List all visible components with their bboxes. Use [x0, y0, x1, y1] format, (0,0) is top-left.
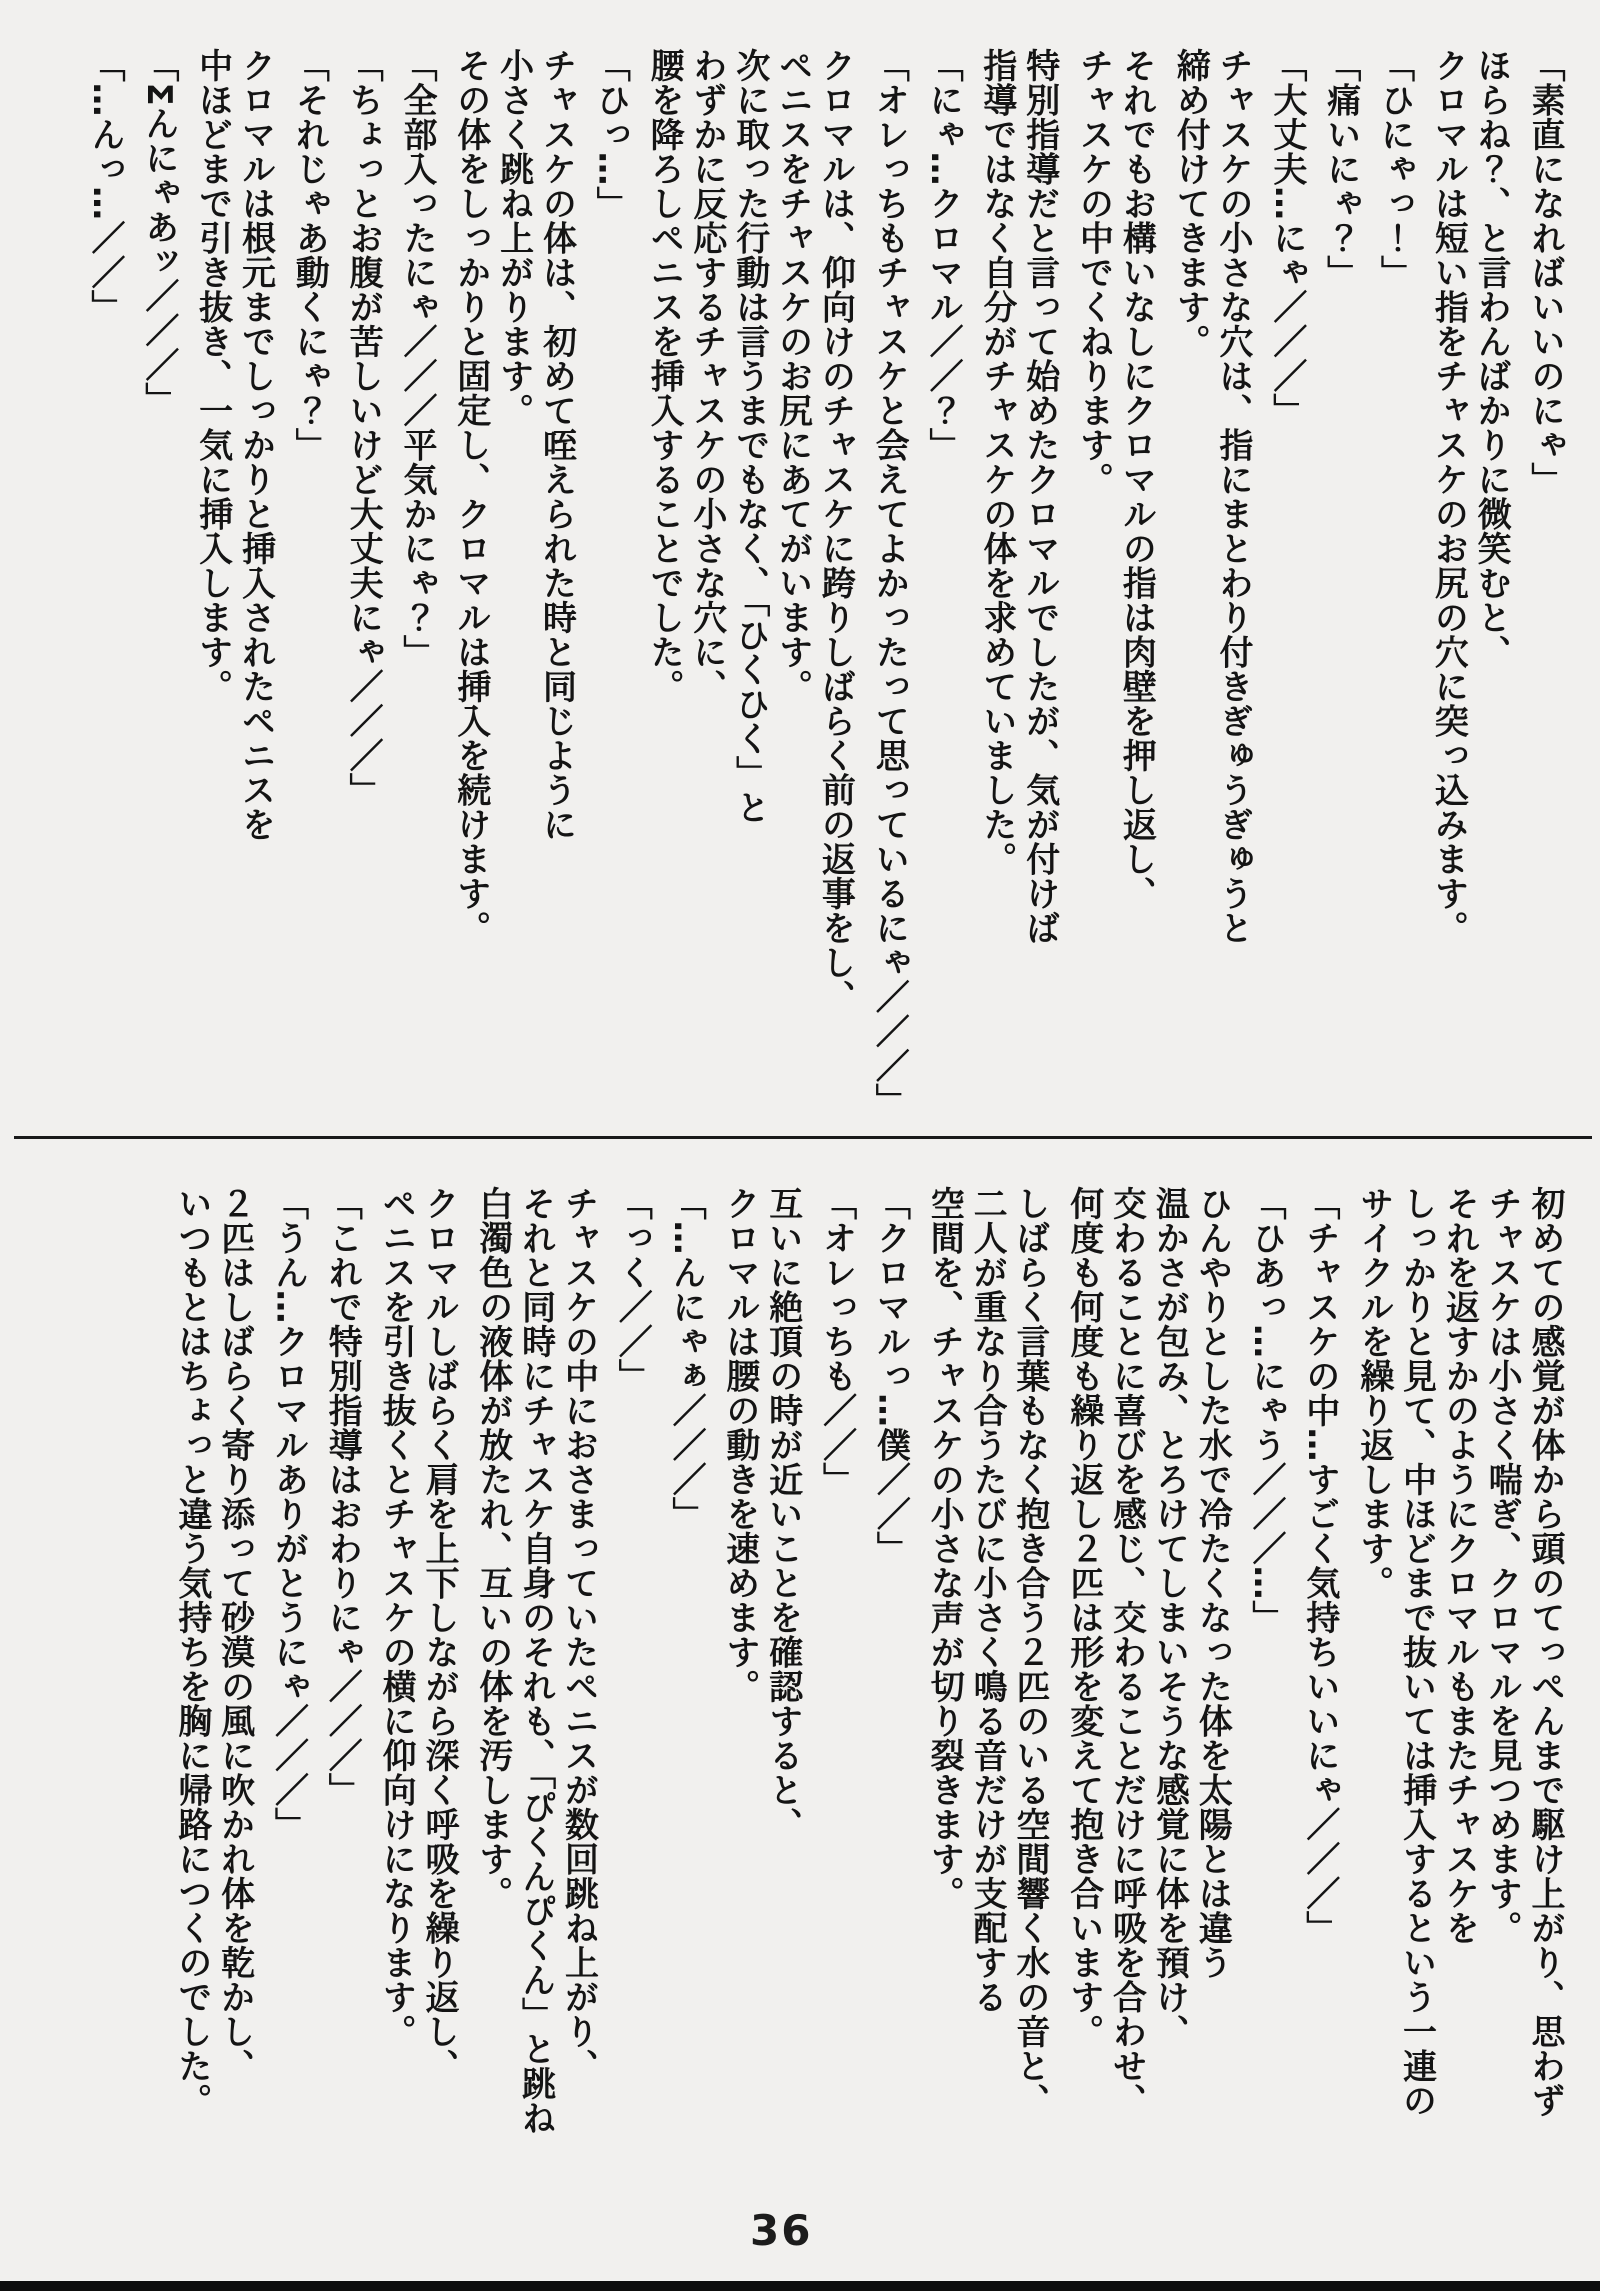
text-line: 「痛いにゃ？」: [1320, 48, 1361, 290]
paragraph: [1523, 48, 1566, 1136]
text-line: しっかりと見て、中ほどまで抜いては挿入するという一連の: [1396, 1186, 1437, 2118]
paragraph: [975, 48, 1061, 1136]
text-line: 「っく／／」: [612, 1186, 653, 1393]
text-line: 「オレっちも／／」: [816, 1186, 857, 1497]
text-line: 互いに絶頂の時が近いことを確認すると、: [762, 1186, 803, 1842]
text-line: 「にゃ…クロマル／／？」: [923, 48, 964, 462]
paragraph: [922, 1186, 1050, 2272]
text-line: チャスケの中でくねります。: [1073, 48, 1114, 497]
paragraph: [83, 48, 126, 1136]
paragraph: [374, 1186, 460, 2272]
text-line: 何度も何度も繰り返し２匹は形を変えて抱き合います。: [1063, 1186, 1104, 2049]
section-divider: [14, 1136, 1592, 1139]
paragraph: [664, 1186, 707, 2272]
text-line: ２匹はしばらく寄り添って砂漠の風に吹かれ体を乾かし、: [214, 1186, 255, 2083]
text-line: チャスケの小さな穴は、指にまとわり付きぎゅうぎゅうと: [1213, 48, 1254, 945]
paragraph: [1062, 1186, 1233, 2272]
text-line: いつもとはちょっと違う気持ちを胸に帰路につくのでした。: [171, 1186, 212, 2118]
text-line: 「それじゃあ動くにゃ？」: [289, 48, 330, 462]
text-line: クロマルは、仰向けのチャスケに跨りしばらく前の返事をし、: [815, 48, 856, 1014]
text-line: 温かさが包み、とろけてしまいそうな感覚に体を預け、: [1149, 1186, 1190, 2049]
text-line: 「うん…クロマルありがとうにゃ／／／」: [268, 1186, 309, 1842]
text-line: 「全部入ったにゃ／／／平気かにゃ？」: [396, 48, 437, 669]
text-line: ペニスを引き抜くとチャスケの横に仰向けになります。: [376, 1186, 417, 2049]
paragraph: [869, 1186, 912, 2272]
text-line: クロマルは短い指をチャスケのお尻の穴に突っ込みます。: [1428, 48, 1469, 945]
lower-text-section: [159, 1186, 1566, 2272]
text-line: 次に取った行動は言うまでもなく、「ひくひく」と: [729, 48, 770, 825]
text-line: わずかに反応するチャスケの小さな穴に、: [686, 48, 727, 704]
text-line: 締め付けてきます。: [1170, 48, 1211, 359]
text-line: 「オレっちもチャスケと会えてよかったって思っているにゃ／／／」: [869, 48, 910, 1118]
text-line: 「ひにゃっ！」: [1374, 48, 1415, 290]
text-line: 空間を、チャスケの小さな声が切り裂きます。: [924, 1186, 965, 1911]
text-line: ほらね？、と言わんばかりに微笑むと、: [1471, 48, 1512, 669]
paragraph: [588, 48, 631, 1136]
text-line: クロマルは根元までしっかりと挿入されたペニスを: [235, 48, 276, 842]
text-line: 「チャスケの中…すごく気持ちいいにゃ／／／」: [1299, 1186, 1340, 1945]
text-line: クロマルしばらく肩を上下しながら深く呼吸を繰り返し、: [418, 1186, 459, 2083]
text-line: 「ひっ…」: [590, 48, 631, 221]
paragraph: [1072, 48, 1158, 1136]
paragraph: [449, 48, 577, 1136]
text-line: しばらく言葉もなく抱き合う２匹のいる空間響く水の音と、: [1009, 1186, 1050, 2118]
paragraph: [395, 48, 438, 1136]
paragraph: [471, 1186, 599, 2272]
paragraph: [815, 1186, 858, 2272]
text-line: その体をしっかりと固定し、クロマルは挿入を続けます。: [450, 48, 491, 945]
text-line: 指導ではなく自分がチャスケの体を求めていました。: [976, 48, 1017, 876]
text-line: 「…んっ…／／」: [84, 48, 125, 324]
paragraph: [320, 1186, 363, 2272]
text-line: 「素直になればいいのにゃ」: [1525, 48, 1565, 497]
text-line: ひんやりとした水で冷たくなった体を太陽とは違う: [1192, 1186, 1233, 1980]
text-line: チャスケの体は、初めて咥えられた時と同じように: [536, 48, 577, 842]
text-line: 「これで特別指導はおわりにゃ／／／」: [322, 1186, 363, 1807]
paragraph: [867, 48, 910, 1136]
text-line: 白濁色の液体が放たれ、互いの体を汚します。: [472, 1186, 513, 1911]
paragraph: [1427, 48, 1513, 1136]
text-line: 交わることに喜びを感じ、交わることだけに呼吸を合わせ、: [1106, 1186, 1147, 2118]
text-line: 小さく跳ね上がります。: [493, 48, 534, 428]
paragraph: [1352, 1186, 1566, 2272]
text-line: 「クロマルっ…僕／／」: [870, 1186, 911, 1566]
text-line: それでもお構いなしにクロマルの指は肉壁を押し返し、: [1116, 48, 1157, 911]
paragraph: [170, 1186, 256, 2272]
text-line: チャスケは小さく喘ぎ、クロマルを見つめます。: [1482, 1186, 1523, 1945]
upper-text-section: [72, 48, 1566, 1136]
paragraph: [1298, 1186, 1341, 2272]
paragraph: [267, 1186, 310, 2272]
text-line: ペニスをチャスケのお尻にあてがいます。: [772, 48, 813, 704]
text-line: 中ほどまで引き抜き、一気に挿入します。: [192, 48, 233, 704]
text-line: 「Σんにゃあッ／／／」: [138, 48, 179, 417]
paragraph: [718, 1186, 804, 2272]
text-line: 腰を降ろしペニスを挿入することでした。: [644, 48, 685, 704]
paragraph: [341, 48, 384, 1136]
paragraph: [191, 48, 277, 1136]
paragraph: [1168, 48, 1254, 1136]
paragraph: [1319, 48, 1362, 1136]
text-line: 特別指導だと言って始めたクロマルでしたが、気が付けば: [1019, 48, 1060, 945]
paragraph: [642, 48, 856, 1136]
text-line: 「大丈夫…にゃ／／／」: [1266, 48, 1307, 428]
text-line: チャスケの中におさまっていたペニスが数回跳ね上がり、: [558, 1186, 599, 2083]
text-line: 「ひあっ…にゃう／／／…」: [1246, 1186, 1287, 1635]
scan-edge-strip: [0, 2281, 1600, 2291]
text-line: 「…んにゃぁ／／／」: [666, 1186, 707, 1531]
text-line: それと同時にチャスケ自身のそれも、「ぴくんぴくん」と跳ね: [515, 1186, 556, 2135]
paragraph: [1244, 1186, 1287, 2272]
paragraph: [1373, 48, 1416, 1136]
paragraph: [921, 48, 964, 1136]
text-line: 「ちょっとお腹が苦しいけど大丈夫にゃ／／／」: [343, 48, 384, 807]
paragraph: [287, 48, 330, 1136]
paragraph: [610, 1186, 653, 2272]
text-line: 初めての感覚が体から頭のてっぺんまで駆け上がり、思わず: [1525, 1186, 1565, 2118]
text-line: 二人が重なり合うたびに小さく鳴る音だけが支配する: [967, 1186, 1008, 2014]
paragraph: [137, 48, 180, 1136]
text-line: それを返すかのようにクロマルもまたチャスケを: [1439, 1186, 1480, 1945]
text-line: サイクルを繰り返します。: [1353, 1186, 1394, 1600]
text-line: クロマルは腰の動きを速めます。: [719, 1186, 760, 1704]
page-number: 36: [750, 2206, 813, 2255]
paragraph: [1265, 48, 1308, 1136]
